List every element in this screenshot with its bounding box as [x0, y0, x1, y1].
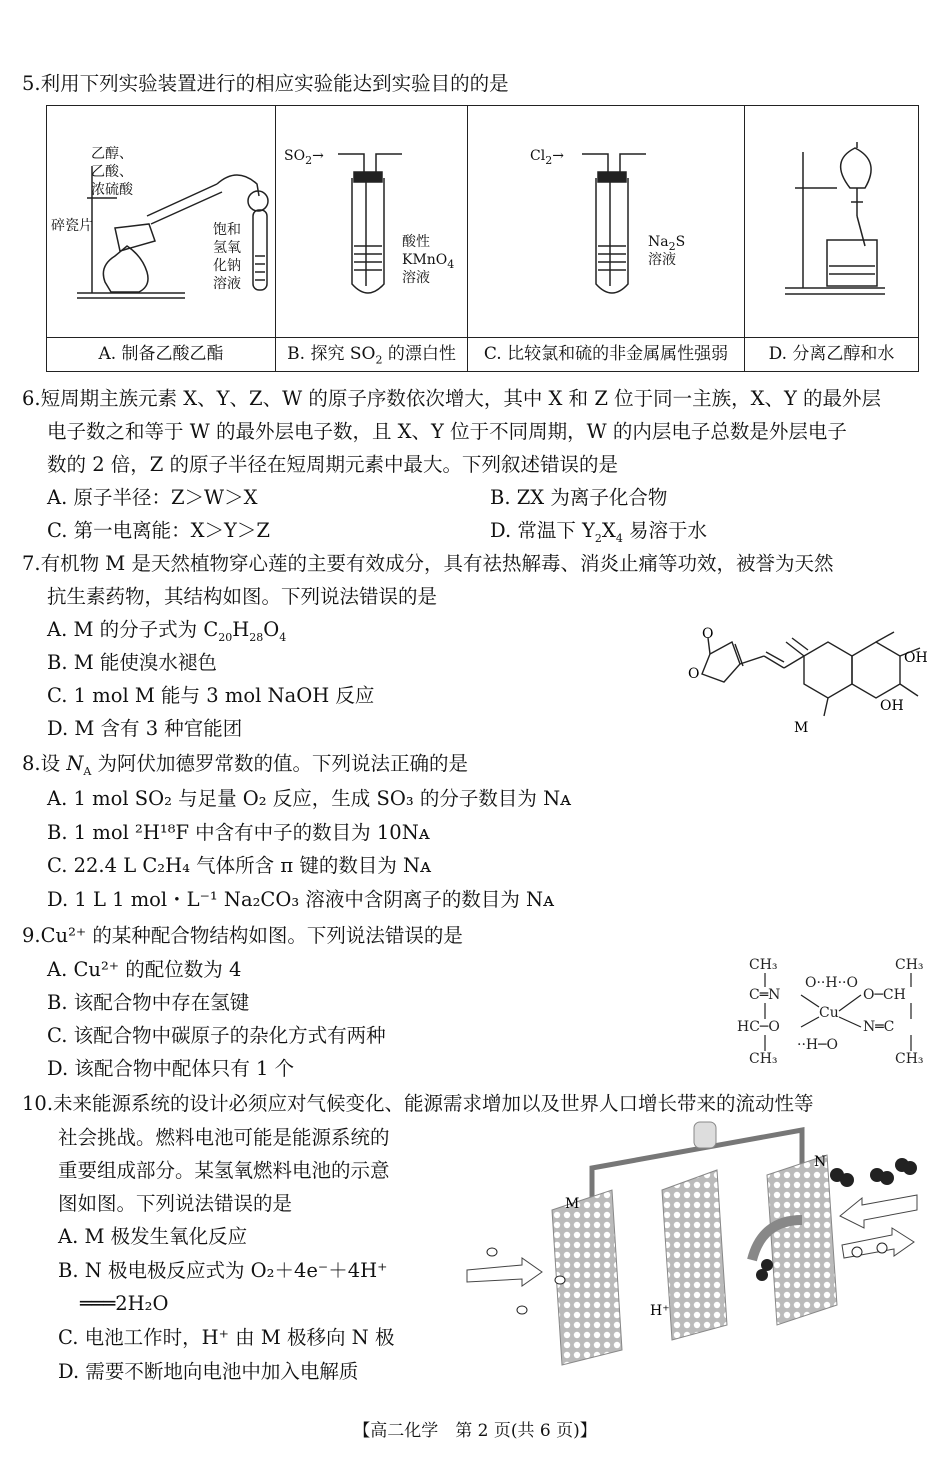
q5-label-b-sol3: 溶液: [402, 270, 430, 286]
molecule-m-o-top: O: [702, 626, 714, 642]
q9-stem: 9.Cu²⁺ 的某种配合物结构如图。下列说法错误的是: [22, 924, 463, 947]
complex-n-eq-c: N═C: [863, 1019, 895, 1035]
q10-option-b: B. N 极电极反应式为 O₂＋4e⁻＋4H⁺: [58, 1259, 388, 1282]
q5-label-a-sat2: 氢氧: [213, 240, 241, 256]
q6-option-d: D. 常温下 $Y_2X_4$ 易溶于水: [490, 519, 708, 545]
q8-stem: 8.设 $N_A$ 为阿伏加德罗常数的值。下列说法正确的是: [22, 752, 469, 778]
q5-label-a-reagent3: 浓硫酸: [91, 182, 133, 198]
q9-option-c: C. 该配合物中碳原子的杂化方式有两种: [47, 1024, 386, 1047]
complex-ch3-top-left: CH₃: [749, 957, 778, 973]
complex-o-h-o: O··H··O: [805, 975, 858, 991]
q5-cell-c: [468, 106, 745, 371]
q10-stem-line1: 10.未来能源系统的设计必须应对气候变化、能源需求增加以及世界人口增长带来的流动性等: [22, 1092, 814, 1115]
q8-option-c: C. 22.4 L C₂H₄ 气体所含 π 键的数目为 Nᴀ: [47, 854, 432, 877]
q6-option-a: A. 原子半径：Z＞W＞X: [47, 486, 258, 509]
page-footer: 【高二化学 第 2 页(共 6 页)】: [353, 1421, 597, 1441]
q6-option-c: C. 第一电离能：X＞Y＞Z: [47, 519, 270, 542]
esterification-apparatus-drawing: [47, 106, 276, 336]
q5-cell-d: [745, 106, 918, 371]
q7-option-c: C. 1 mol M 能与 3 mol NaOH 反应: [47, 684, 375, 707]
q5-caption-b: B. 探究 $SO_2$ 的漂白性: [276, 337, 467, 371]
q9-option-d: D. 该配合物中配体只有 1 个: [47, 1057, 295, 1080]
q5-label-a-sat1: 饱和: [213, 222, 241, 238]
q6-option-b: B. ZX 为离子化合物: [490, 486, 668, 509]
q10-stem-line3: 重要组成部分。某氢氧燃料电池的示意: [58, 1159, 390, 1182]
molecule-m-o-ring: O: [688, 666, 700, 682]
q5-label-b-gas: $SO_2\to$: [284, 148, 324, 167]
q10-option-c: C. 电池工作时，H⁺ 由 M 极移向 N 极: [58, 1326, 395, 1349]
q5-label-c-gas: $Cl_2\to$: [530, 148, 564, 167]
complex-h-o: ··H─O: [797, 1037, 839, 1053]
q10-stem-line4: 图如图。下列说法错误的是: [58, 1192, 293, 1215]
electrode-n: [767, 1155, 837, 1325]
q6-stem-line3: 数的 2 倍，Z 的原子半径在短周期元素中最大。下列叙述错误的是: [47, 453, 619, 476]
q5-stem: 5.利用下列实验装置进行的相应实验能达到实验目的的是: [22, 72, 509, 95]
bulb-icon: [694, 1122, 716, 1148]
copper-complex-structure: [735, 955, 935, 1075]
q5-apparatus-table: [46, 105, 919, 372]
molecule-m-oh2: OH: [880, 698, 904, 714]
molecule-m-label: M: [794, 720, 809, 736]
molecule-m-structure: [680, 612, 940, 742]
q10-option-d: D. 需要不断地向电池中加入电解质: [58, 1360, 359, 1383]
complex-ch3-bottom-right: CH₃: [895, 1051, 924, 1067]
q5-label-b-sol1: 酸性: [402, 234, 430, 250]
q7-option-b: B. M 能使溴水褪色: [47, 651, 217, 674]
h-plus-label: H⁺: [650, 1303, 670, 1319]
electrode-n-label: N: [814, 1154, 827, 1170]
q5-label-a-sat4: 溶液: [213, 276, 241, 292]
q9-option-b: B. 该配合物中存在氢键: [47, 991, 250, 1014]
electrode-m-label: M: [565, 1196, 580, 1212]
q7-option-d: D. M 含有 3 种官能团: [47, 717, 243, 740]
q10-stem-line2: 社会挑战。燃料电池可能是能源系统的: [58, 1126, 390, 1149]
q5-caption-d: D. 分离乙醇和水: [745, 337, 918, 371]
q10-option-a: A. M 极发生氧化反应: [58, 1225, 248, 1248]
q5-caption-a: A. 制备乙酸乙酯: [47, 337, 275, 371]
q7-stem-line1: 7.有机物 M 是天然植物穿心莲的主要有效成分，具有祛热解毒、消炎止痛等功效，被誉为天然: [22, 552, 834, 575]
complex-ch3-top-right: CH₃: [895, 957, 924, 973]
q7-stem-line2: 抗生素药物，其结构如图。下列说法错误的是: [47, 585, 438, 608]
electrolyte-membrane: [662, 1170, 727, 1340]
molecule-m-oh1: OH: [904, 650, 928, 666]
complex-c-eq-n: C═N: [749, 987, 781, 1003]
complex-cu: Cu: [819, 1005, 839, 1021]
separatory-funnel-drawing: [745, 106, 918, 336]
q10-option-b-cont: ═══2H₂O: [80, 1292, 169, 1315]
q5-label-c-sol2: 溶液: [648, 252, 676, 268]
cl2-gas-washing-tube-drawing: [468, 106, 745, 336]
complex-ch3-bottom-left: CH₃: [749, 1051, 778, 1067]
q5-label-a-reagent1: 乙醇、: [91, 146, 133, 162]
q5-label-b-sol2: KMnO$_4$: [402, 252, 455, 271]
q6-stem-line2: 电子数之和等于 W 的最外层电子数，且 X、Y 位于不同周期，W 的内层电子总数是外层电子: [47, 420, 847, 443]
q5-label-a-sat3: 化钠: [213, 258, 241, 274]
fuel-cell-diagram: [462, 1120, 924, 1365]
q5-cell-b: [276, 106, 468, 371]
complex-o-ch: O─CH: [863, 987, 906, 1003]
q8-option-d: D. 1 L 1 mol・L⁻¹ Na₂CO₃ 溶液中含阴离子的数目为 Nᴀ: [47, 888, 555, 911]
so2-gas-washing-tube-drawing: [276, 106, 468, 336]
q5-label-c-sol1: $Na_2S$: [648, 234, 686, 253]
q5-cell-a: [47, 106, 276, 371]
hydrogen-inlet-arrow-icon: [467, 1258, 542, 1286]
q5-label-a-chips: 碎瓷片: [51, 218, 93, 234]
q8-option-a: A. 1 mol SO₂ 与足量 O₂ 反应，生成 SO₃ 的分子数目为 Nᴀ: [47, 787, 572, 810]
q5-label-a-reagent2: 乙酸、: [91, 164, 133, 180]
oxygen-inlet-arrow-icon: [840, 1195, 917, 1228]
q9-option-a: A. Cu²⁺ 的配位数为 4: [47, 958, 242, 981]
q7-option-a: A. M 的分子式为 $C_{20}H_{28}O_4$: [47, 618, 287, 644]
q8-option-b: B. 1 mol ²H¹⁸F 中含有中子的数目为 10Nᴀ: [47, 821, 430, 844]
q6-stem-line1: 6.短周期主族元素 X、Y、Z、W 的原子序数依次增大，其中 X 和 Z 位于同一主族，X、Y 的最外层: [22, 387, 882, 410]
q5-caption-c: C. 比较氯和硫的非金属属性强弱: [468, 337, 744, 371]
complex-hc-o: HC─O: [737, 1019, 780, 1035]
